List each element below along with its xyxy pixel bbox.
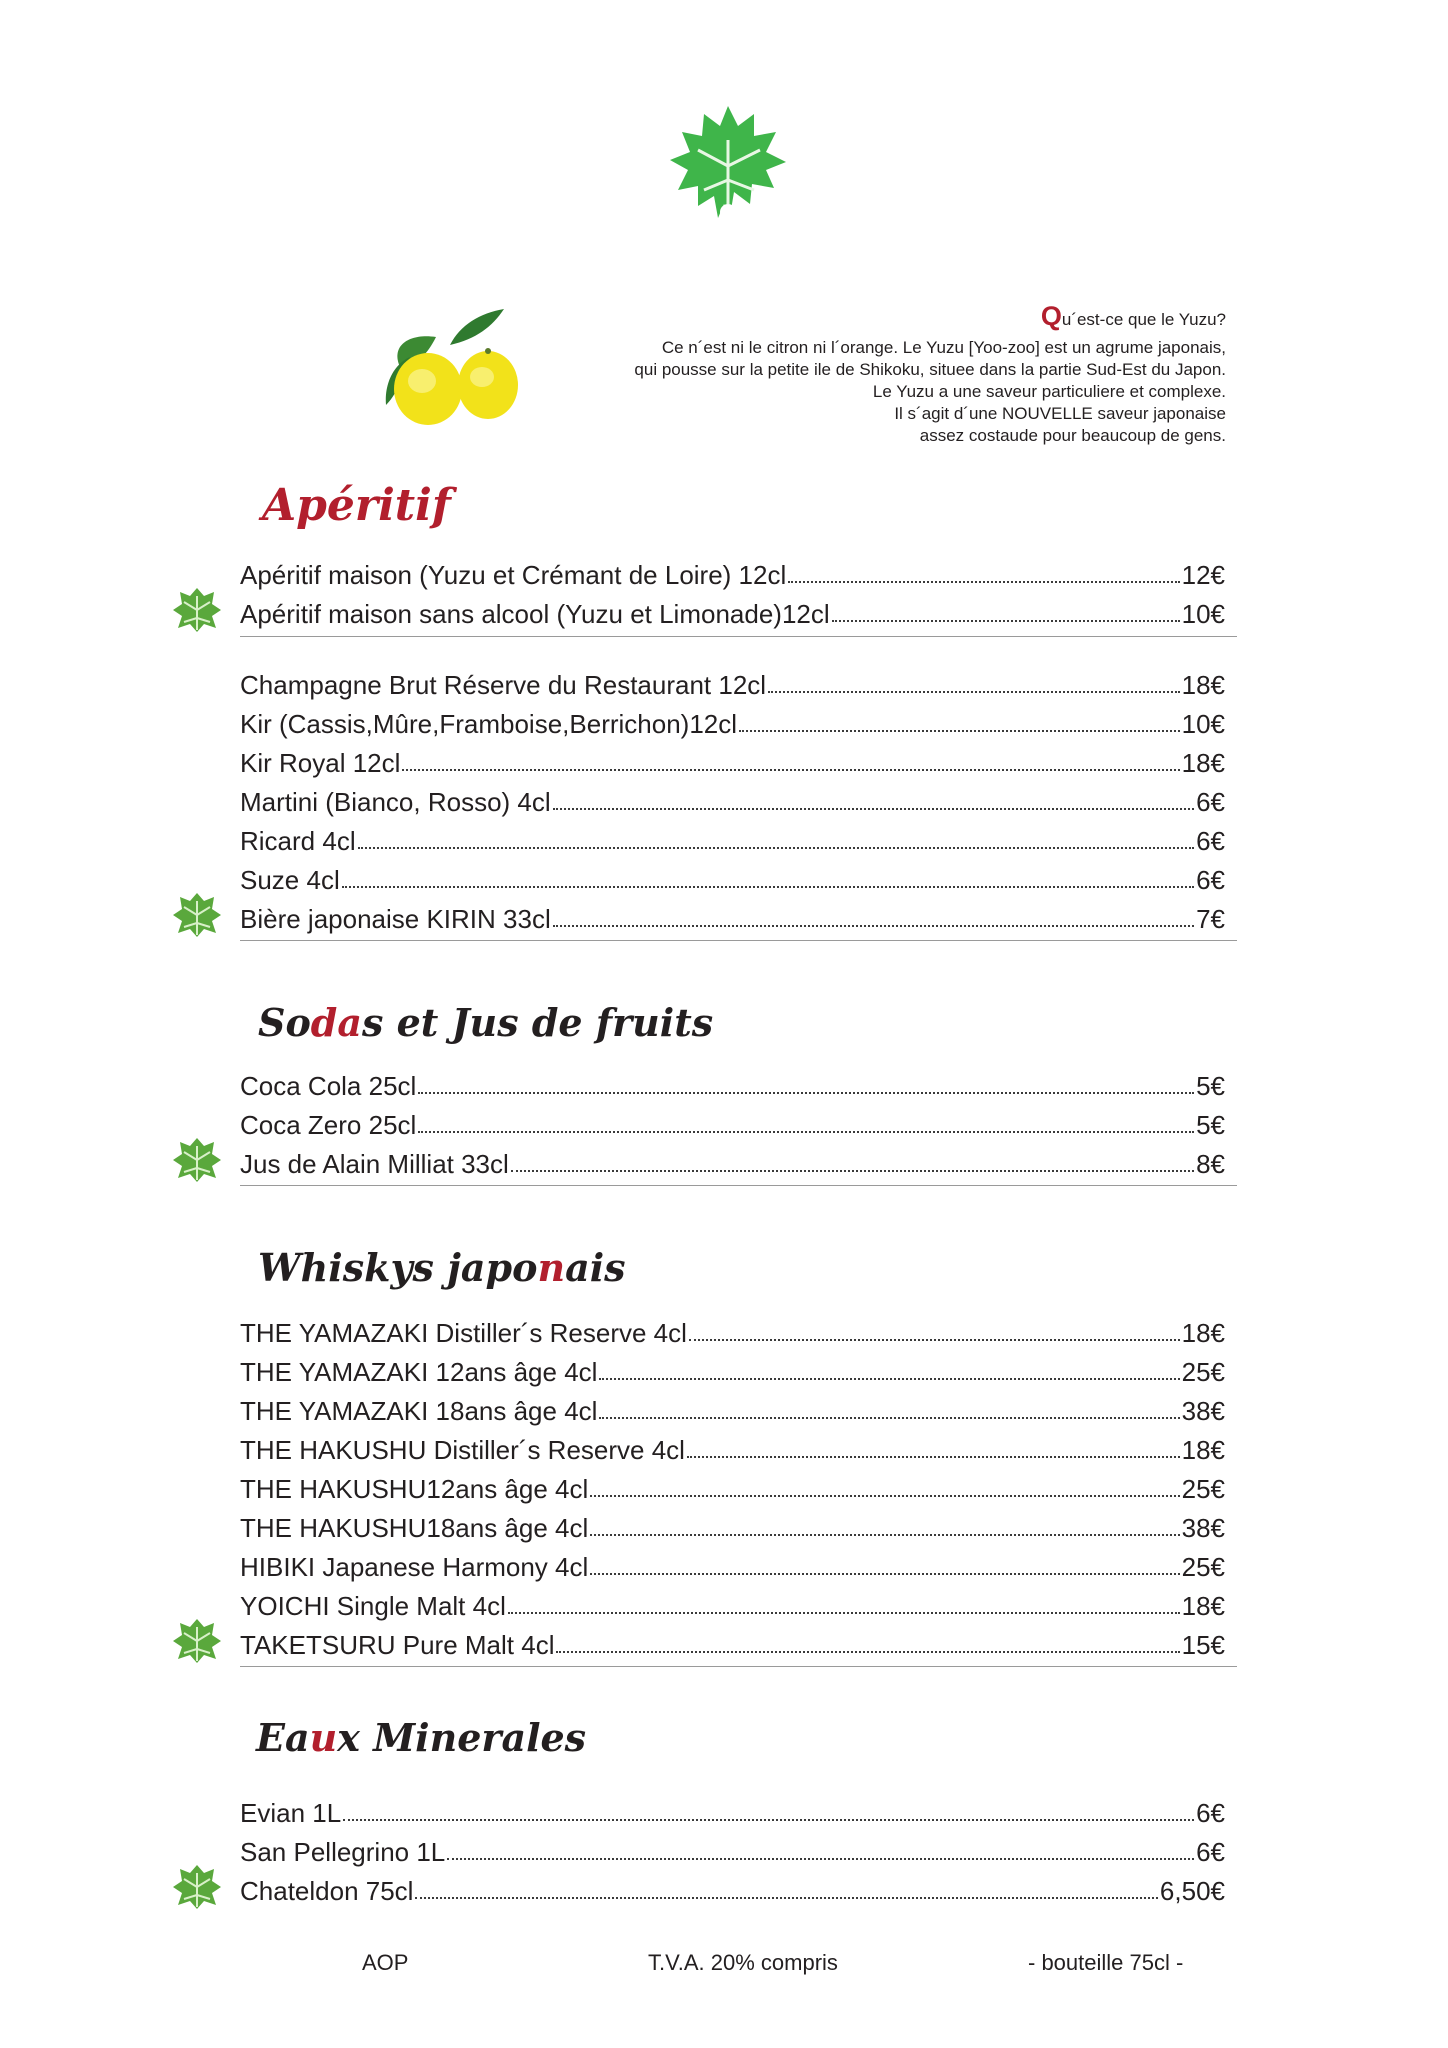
menu-item: THE YAMAZAKI 18ans âge 4cl 38€	[240, 1396, 1225, 1426]
menu-item: Coca Cola 25cl 5€	[240, 1071, 1225, 1101]
vine-leaf-icon	[172, 1863, 222, 1911]
menu-item: Kir Royal 12cl 18€	[240, 748, 1225, 778]
yuzu-line: Il s´agit d´une NOUVELLE saveur japonaise	[894, 404, 1226, 423]
menu-item: YOICHI Single Malt 4cl 18€	[240, 1591, 1225, 1621]
menu-item: Ricard 4cl 6€	[240, 826, 1225, 856]
menu-item: Chateldon 75cl 6,50€	[240, 1876, 1225, 1906]
section-title-aperitif: Apéritif	[262, 480, 451, 531]
section-title-whiskys: Whiskys japonais	[258, 1245, 626, 1290]
yuzu-title: Qu´est-ce que le Yuzu?	[1040, 301, 1226, 331]
vine-leaf-icon	[172, 586, 222, 634]
menu-item: Kir (Cassis,Mûre,Framboise,Berrichon)12cl 10€	[240, 709, 1225, 739]
vine-leaf-icon	[172, 891, 222, 939]
vine-leaf-icon	[172, 1136, 222, 1184]
menu-item: THE HAKUSHU Distiller´s Reserve 4cl 18€	[240, 1435, 1225, 1465]
menu-item: Evian 1L 6€	[240, 1798, 1225, 1828]
menu-item: Champagne Brut Réserve du Restaurant 12cl 18€	[240, 670, 1225, 700]
yuzu-line: qui pousse sur la petite ile de Shikoku, situee dans la partie Sud-Est du Japon.	[634, 360, 1226, 379]
menu-item: THE HAKUSHU12ans âge 4cl 25€	[240, 1474, 1225, 1504]
section-title-sodas: Sodas et Jus de fruits	[258, 1000, 714, 1045]
menu-item: Jus de Alain Milliat 33cl 8€	[240, 1149, 1225, 1179]
footer-tva: T.V.A. 20% compris	[648, 1950, 838, 1975]
menu-item: Apéritif maison sans alcool (Yuzu et Limonade)12cl 10€	[240, 599, 1225, 629]
footer-aop: AOP	[362, 1950, 409, 1975]
divider	[240, 940, 1237, 941]
menu-item: THE YAMAZAKI Distiller´s Reserve 4cl 18€	[240, 1318, 1225, 1348]
yuzu-line: assez costaude pour beaucoup de gens.	[919, 426, 1226, 445]
divider	[240, 1185, 1237, 1186]
menu-item: Bière japonaise KIRIN 33cl 7€	[240, 904, 1225, 934]
yuzu-line: Ce n´est ni le citron ni l´orange. Le Yuzu [Yoo-zoo] est un agrume japonais,	[661, 338, 1226, 357]
menu-item: THE HAKUSHU18ans âge 4cl 38€	[240, 1513, 1225, 1543]
menu-item: Apéritif maison (Yuzu et Crémant de Loire) 12cl 12€	[240, 560, 1225, 590]
menu-item: Suze 4cl 6€	[240, 865, 1225, 895]
menu-item: HIBIKI Japanese Harmony 4cl 25€	[240, 1552, 1225, 1582]
section-title-eaux: Eaux Minerales	[256, 1715, 587, 1760]
yuzu-line: Le Yuzu a une saveur particuliere et complexe.	[872, 382, 1226, 401]
menu-item: Martini (Bianco, Rosso) 4cl 6€	[240, 787, 1225, 817]
menu-item: Coca Zero 25cl 5€	[240, 1110, 1225, 1140]
menu-item: TAKETSURU Pure Malt 4cl 15€	[240, 1630, 1225, 1660]
divider	[240, 1666, 1237, 1667]
footer-bottle: - bouteille 75cl -	[1028, 1950, 1184, 1975]
yuzu-fruit-icon	[380, 305, 520, 435]
yuzu-description	[526, 301, 1226, 447]
vine-leaf-icon	[172, 1617, 222, 1665]
menu-item: San Pellegrino 1L 6€	[240, 1837, 1225, 1867]
divider	[240, 636, 1237, 637]
grape-leaf-icon	[668, 100, 788, 228]
menu-item: THE YAMAZAKI 12ans âge 4cl 25€	[240, 1357, 1225, 1387]
